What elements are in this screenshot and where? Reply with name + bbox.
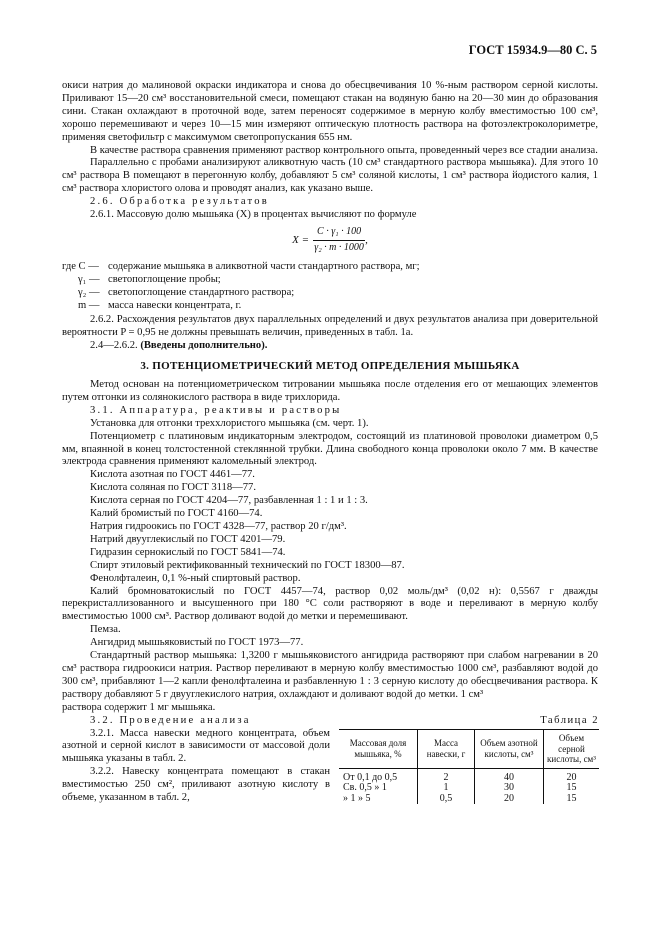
definition-text: содержание мышьяка в аликвотной части стандартного раствора, мг; [108,260,420,272]
table-cell: 20 [544,768,600,783]
table-2 [339,729,599,804]
list-item: Калий бромистый по ГОСТ 4160—74. [90,508,263,520]
paragraph: 3.2.1. Масса навески медного концентрата, объем азотной и серной кислот в зависимости от массовой доли мышьяка указаны в табл. 2. [62,727,330,765]
list-item: Потенциометр с платиновым индикаторным электродом, состоящий из платиновой проволоки диаметром 0,5 мм, впаянной в конец толстостенной стеклянной трубки. Длина свободного конца проволоки около 7 мм. В качестве электрода сравнения применяют каломельный электрод. [62,430,598,468]
amendment-text: (Введены дополнительно). [140,340,268,352]
list-item: Натрия гидроокись по ГОСТ 4328—77, раствор 20 г/дм³. [90,521,347,532]
list-item: Кислота азотная по ГОСТ 4461—77. [90,469,255,481]
table-cell: 0,5 [418,794,475,805]
formula-lhs: X = [292,233,310,246]
list-item: Стандартный раствор мышьяка: 1,3200 г мышьяковистого ангидрида растворяют при слабом нагревании в 20 см³ раствора гидроокиси натрия. Раствор переливают в мерную колбу вместимостью 1000 см³, разбавляют водой до 300 см³, прибавляют 1—2 капли фенолфталеина и разбавленную 1 : 3 серную кислоту до обесцвечивания раствора. К раствору добавляют 5 г двууглекислого натрия, охлаждают и доливают водой до метки. 1 см³ [62,650,598,700]
table-row [339,794,599,805]
list-item: Кислота серная по ГОСТ 4204—77, разбавленная 1 : 1 и 1 : 3. [90,495,368,507]
list-item: Фенолфталеин, 0,1 %-ный спиртовый раствор. [90,572,301,584]
list-item: Пемза. [90,624,121,636]
definition-symbol: γ₁ — [78,273,100,285]
formula-tail: , [365,233,368,246]
formula-denominator: γ₂ · m · 1000 [314,241,364,253]
paragraph: 3.2.2. Навеску концентрата помещают в стакан вместимостью 250 см², приливают азотную кислоту в объеме, указанном в табл. 2, [62,766,330,804]
amendment-note [62,340,598,353]
definition-row [62,274,598,287]
list-item: Установка для отгонки треххлористого мышьяка (см. черт. 1). [90,417,369,429]
table-header-row [339,730,599,769]
column-header: Объем азотной кислоты, см³ [475,730,544,769]
column-header: Массовая доля мышьяка, % [339,730,418,769]
list-item: Натрий двууглекислый по ГОСТ 4201—79. [90,533,286,545]
paragraph: Параллельно с пробами анализируют аликвотную часть (10 см³ стандартного раствора мышьяка). Для этого 10 см³ раствора В помещают в перегонную колбу, добавляют 5 см³ соляной кислоты, 1 см³ раствора йодистого калия, 1 см³ раствора хлористого олова и проводят анализ, как указано выше. [62,157,598,195]
paragraph: В качестве раствора сравнения применяют раствор контрольного опыта, проведенный через все стадии анализа. [90,144,598,156]
table-row [339,768,599,783]
definition-row [62,287,598,300]
table-cell: От 0,1 до 0,5 [343,771,398,783]
section-heading: 2.6. Обработка результатов [90,196,269,208]
paragraph: окиси натрия до малиновой окраски индикатора и снова до обесцвечивания 10 %-ным раствором серной кислоты. Приливают 15—20 см³ восстановительной смеси, помещают стакан на водяную баню на 20—30 мин до образования сини. Стакан охлаждают в проточной воде, затем переносят содержимое в мерную колбу вместимостью 100 см³, хорошо перемешивают и через 10—15 мин измеряют оптическую плотность раствора на фотоэлектроколориметре, применяя светофильтр с максимумом светопропускания 655 нм. [62,80,598,143]
amendment-ref: 2.4—2.6.2. [90,340,138,352]
table-cell: 20 [475,794,544,805]
page-header: ГОСТ 15934.9—80 С. 5 [468,43,597,57]
table-label: Таблица 2 [540,715,599,726]
paragraph: 2.6.2. Расхождения результатов двух параллельных определений и двух результатов анализа при доверительной вероятности P = 0,95 не должны превышать величин, приведенных в табл. 1а. [62,314,598,339]
section-heading: 3.2. Проведение анализа [90,714,251,726]
table-row [339,783,599,794]
formula-numerator: C · γ₁ · 100 [313,226,365,241]
section-heading: 3.1. Аппаратура, реактивы и растворы [90,404,342,416]
table-2-block [339,715,599,804]
definitions-list [62,261,598,313]
list-item: Спирт этиловый ректификованный технический по ГОСТ 18300—87. [90,559,405,571]
list-item: Ангидрид мышьяковистый по ГОСТ 1973—77. [90,637,304,649]
table-cell: 30 [475,783,544,794]
table-cell: Св. 0,5 » 1 [343,782,387,793]
definition-symbol: γ₂ — [78,286,100,298]
definition-text: масса навески концентрата, г. [108,299,242,311]
table-cell: 15 [544,783,600,794]
table-cell: 40 [475,768,544,783]
list-item: Гидразин сернокислый по ГОСТ 5841—74. [90,546,286,558]
table-cell: 15 [544,794,600,805]
table-cell: 1 [418,783,475,794]
definition-row [62,300,598,313]
document-body [62,80,598,805]
definition-symbol: где C — [62,260,99,272]
paragraph: 2.6.1. Массовую долю мышьяка (X) в процентах вычисляют по формуле [90,209,417,221]
paragraph: Метод основан на потенциометрическом титровании мышьяка после отделения его от мешающих элементов путем отгонки из солянокислого раствора в виде трихлорида. [62,379,598,403]
definition-text: светопоглощение стандартного раствора; [108,286,295,298]
list-item: Калий бромноватокислый по ГОСТ 4457—74, раствор 0,02 моль/дм³ (0,02 н): 0,5567 г дважды перекристаллизованного и высушенного при 180 °С соли растворяют в воде и переливают в мерную колбу вместимостью 1000 см³. Раствор доливают водой до метки и перемешивают. [62,585,598,623]
section-title: 3. ПОТЕНЦИОМЕТРИЧЕСКИЙ МЕТОД ОПРЕДЕЛЕНИЯ МЫШЬЯКА [140,360,520,373]
column-header: Масса навески, г [418,730,475,769]
formula-fraction [313,226,365,255]
formula [62,226,598,255]
definition-row [62,261,598,274]
definition-symbol: m — [78,299,100,311]
table-cell: » 1 » 5 [343,792,371,804]
definition-text: светопоглощение пробы; [108,273,221,285]
column-header: Объем серной кислоты, см³ [544,730,600,769]
table-cell: 2 [418,768,475,783]
paragraph: раствора содержит 1 мг мышьяка. [62,701,216,713]
list-item: Кислота соляная по ГОСТ 3118—77. [90,482,256,494]
